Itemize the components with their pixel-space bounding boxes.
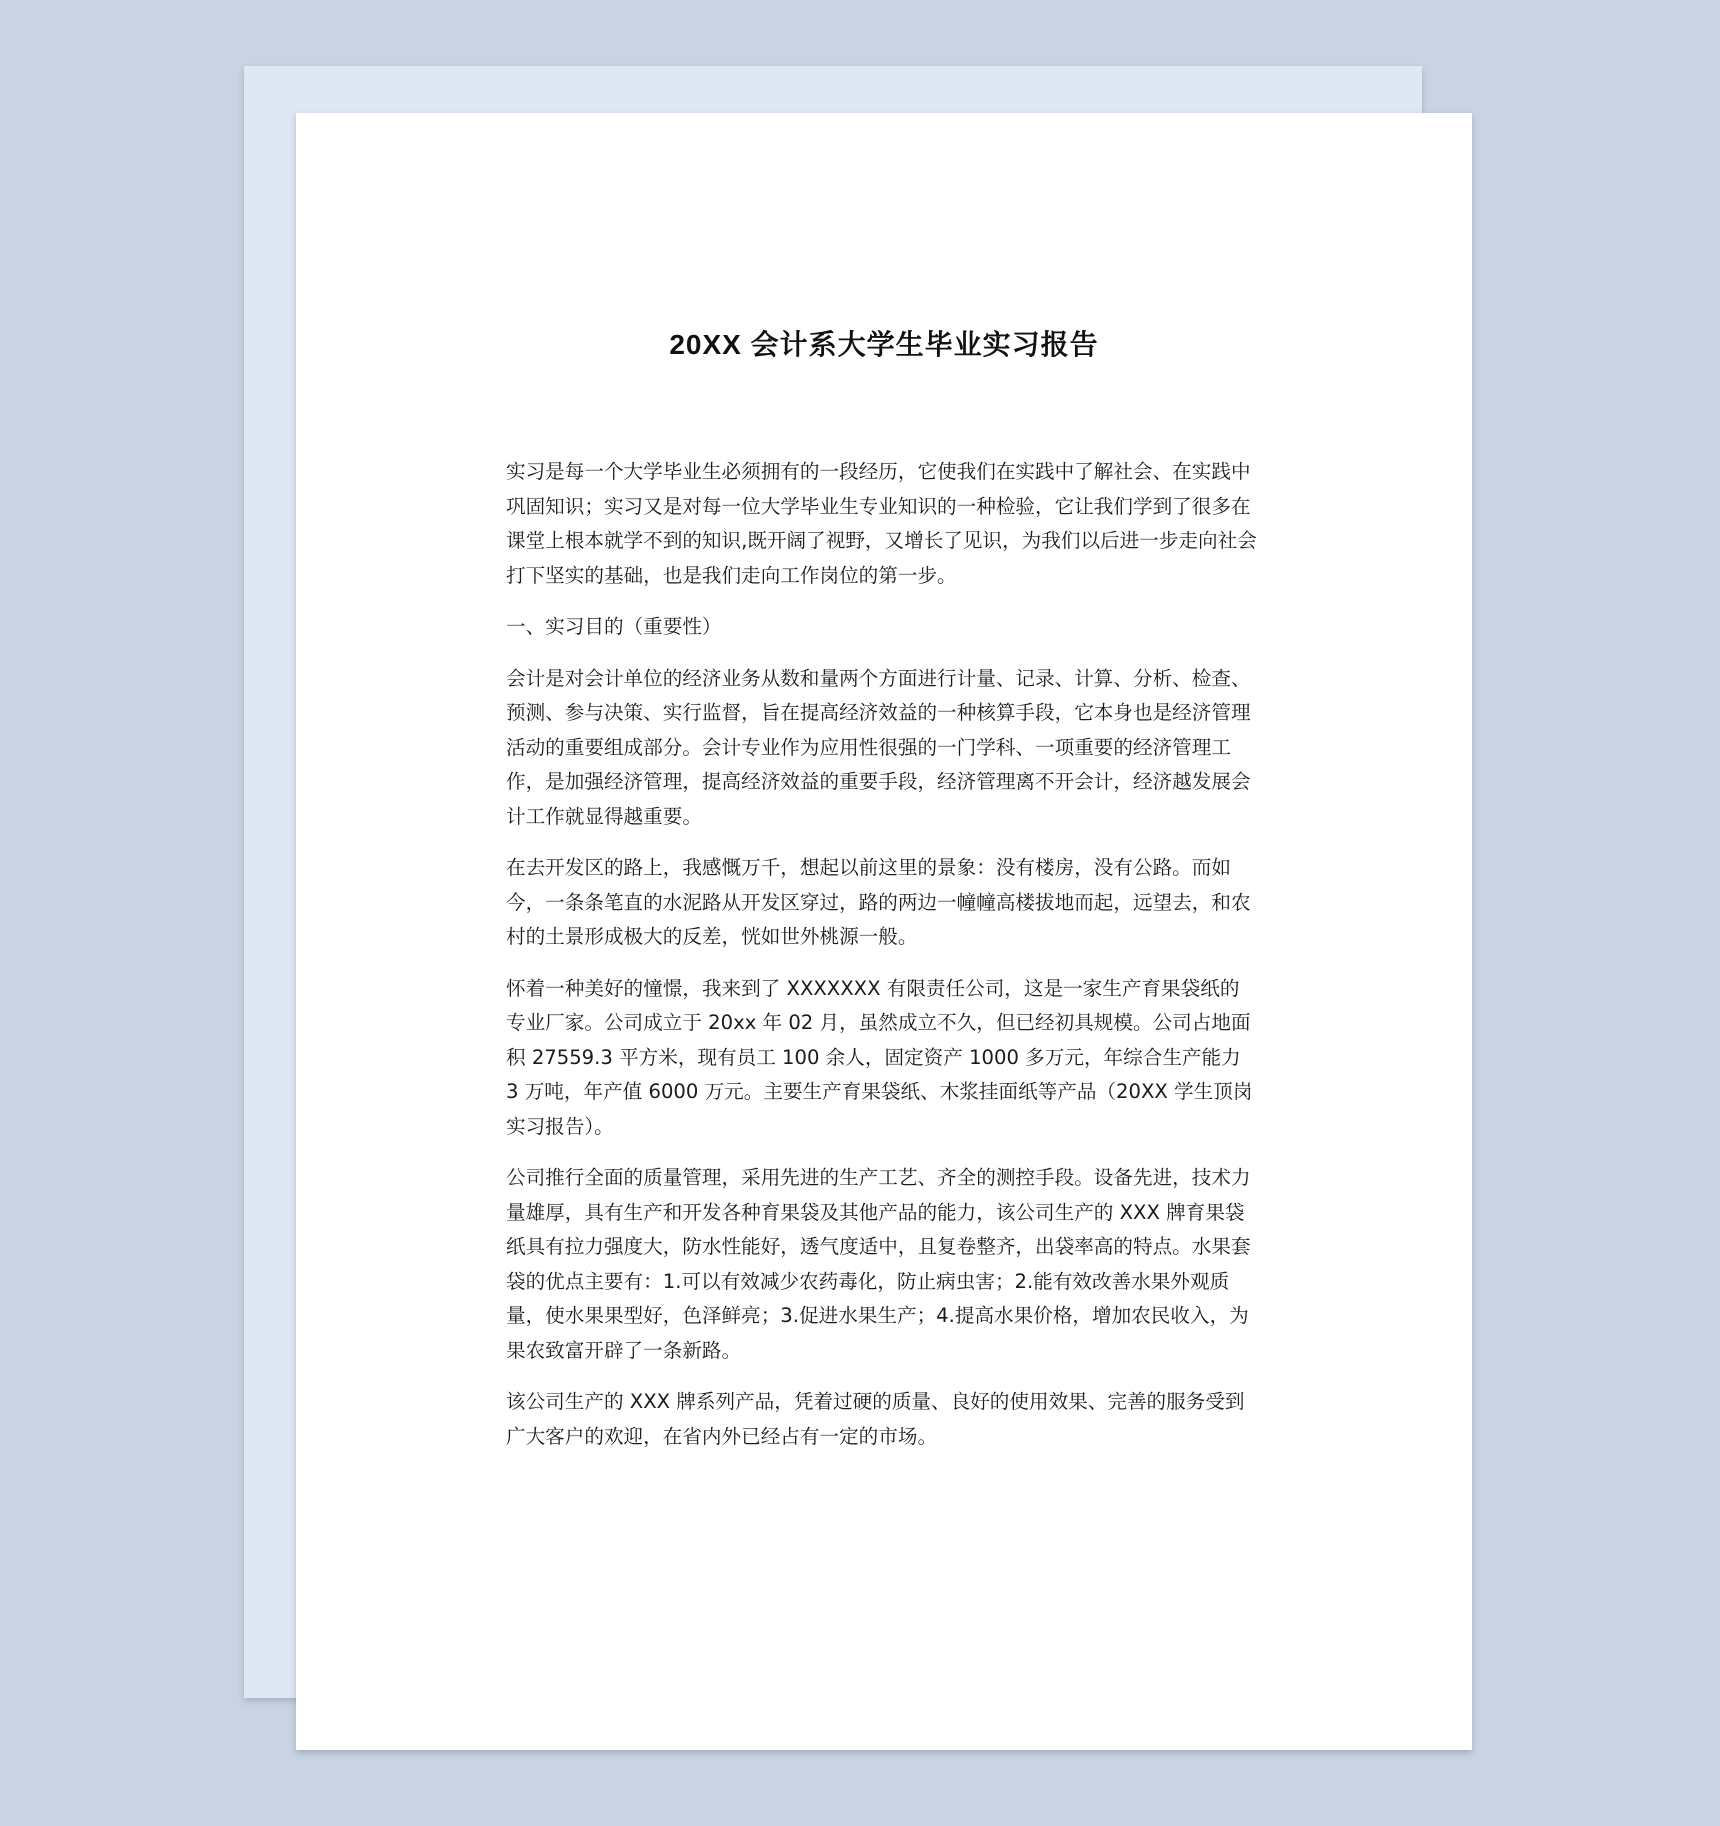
section-heading-purpose: 一、实习目的（重要性） [506,615,722,638]
paragraph-quality: 公司推行全面的质量管理，采用先进的生产工艺、齐全的测控手段。设备先进，技术力量雄厚，具有生产和开发各种育果袋及其他产品的能力，该公司生产的 XXX 牌育果袋纸具有拉力强度大，防水性能好，透气度适中，且复卷整齐，出袋率高的特点。水果套袋的优点主要有：1.可以有效减少农药毒化，防止病虫害；2.能有效改善水果外观质量，使水果果型好，色泽鲜亮；3.促进水果生产；4.提高水果价格，增加农民收入，为果农致富开辟了一条新路。 [506,1166,1251,1362]
document-title: 20XX 会计系大学生毕业实习报告 [669,329,1099,360]
paragraph-intro: 实习是每一个大学毕业生必须拥有的一段经历，它使我们在实践中了解社会、在实践中巩固知识；实习又是对每一位大学毕业生专业知识的一种检验，它让我们学到了很多在课堂上根本就学不到的知识,既开阔了视野，又增长了见识，为我们以后进一步走向社会打下坚实的基础，也是我们走向工作岗位的第一步。 [506,460,1257,587]
paragraph-market: 该公司生产的 XXX 牌系列产品，凭着过硬的质量、良好的使用效果、完善的服务受到广大客户的欢迎，在省内外已经占有一定的市场。 [506,1390,1245,1448]
paragraph-development-zone: 在去开发区的路上，我感慨万千，想起以前这里的景象：没有楼房，没有公路。而如今，一条条笔直的水泥路从开发区穿过，路的两边一幢幢高楼拔地而起，远望去，和农村的土景形成极大的反差，恍如世外桃源一般。 [506,856,1251,948]
document-body [506,455,1258,1471]
document-page [296,113,1472,1750]
paragraph-company-intro: 怀着一种美好的憧憬，我来到了 XXXXXXX 有限责任公司，这是一家生产育果袋纸的专业厂家。公司成立于 20xx 年 02 月，虽然成立不久，但已经初具规模。公司占地面积 27559.3 平方米，现有员工 100 余人，固定资产 1000 多万元，年综合生产能力 3 万吨，年产值 6000 万元。主要生产育果袋纸、木浆挂面纸等产品（20XX 学生顶岗实习报告）。 [506,976,1253,1138]
paragraph-accounting: 会计是对会计单位的经济业务从数和量两个方面进行计量、记录、计算、分析、检查、预测、参与决策、实行监督，旨在提高经济效益的一种核算手段，它本身也是经济管理活动的重要组成部分。会计专业作为应用性很强的一门学科、一项重要的经济管理工作，是加强经济管理，提高经济效益的重要手段，经济管理离不开会计，经济越发展会计工作就显得越重要。 [506,666,1251,828]
